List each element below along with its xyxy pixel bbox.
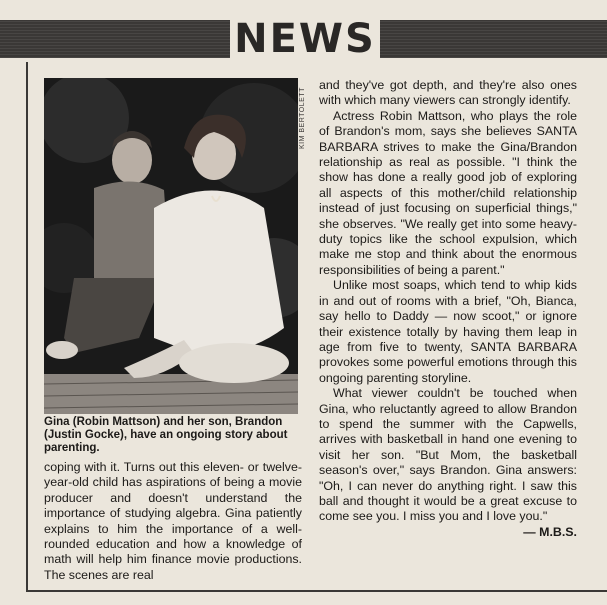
section-header: [0, 16, 607, 62]
article-paragraph: Unlike most soaps, which tend to whip kids in and out of rooms with a brief, "Oh, Bianca, say hello to Daddy — now scoot," or ignore their existence totally by having them leap in age from five to twenty, SANTA BARBARA provokes some powerful emotions through this ongoing parenting storyline.: [319, 278, 577, 385]
photo-illustration: [44, 78, 298, 414]
article-paragraph: coping with it. Turns out this eleven- or twelve-year-old child has aspirations of being a movie producer and doesn't understand the importance of studying algebra. Gina patiently explains to him the importance of a well-rounded education and how a knowledge of math will help him finance movie productions. The scenes are real: [44, 460, 302, 582]
section-title: NEWS: [234, 16, 376, 62]
article-paragraph: Actress Robin Mattson, who plays the role of Brandon's mom, says she believes SANTA BARBARA strives to make the Gina/Brandon relationship as real as possible. "I think the show has done a really good job of exploring all aspects of this mother/child relationship instead of just focusing on superficial things," she observes. "We really get into some heavy-duty topics like the school expulsion, which make me stop and think about the enormous responsibilities of being a parent.": [319, 108, 577, 277]
article-photo: [44, 78, 298, 414]
article-paragraph: [319, 386, 577, 539]
article-paragraph: and they've got depth, and they're also ones with which many viewers can strongly identify.: [319, 78, 577, 108]
article-column-left: [44, 460, 302, 583]
bottom-rule: [26, 590, 607, 592]
article-paragraph-text: What viewer couldn't be touched when Gina, who reluctantly agreed to allow Brandon to spend the summer with the Capwells, arrives with basketball in hand one evening to visit her son. "But Mom, the basketball season's over," says Brandon. Gina answers: "Oh, I can never do anything right. I saw this ball and thought it would be a great excuse to come see you. I miss you and I love you.": [319, 386, 577, 524]
photo-caption: Gina (Robin Mattson) and her son, Brandon (Justin Gocke), have an ongoing story about parenting.: [44, 416, 288, 454]
photo-credit: KIM BERTOLETT: [299, 87, 306, 149]
article-column-right: [319, 78, 577, 540]
header-bar-right: [380, 20, 607, 58]
header-bar-left: [0, 20, 230, 58]
author-signature: — M.B.S.: [523, 524, 577, 539]
left-rule: [26, 62, 28, 592]
